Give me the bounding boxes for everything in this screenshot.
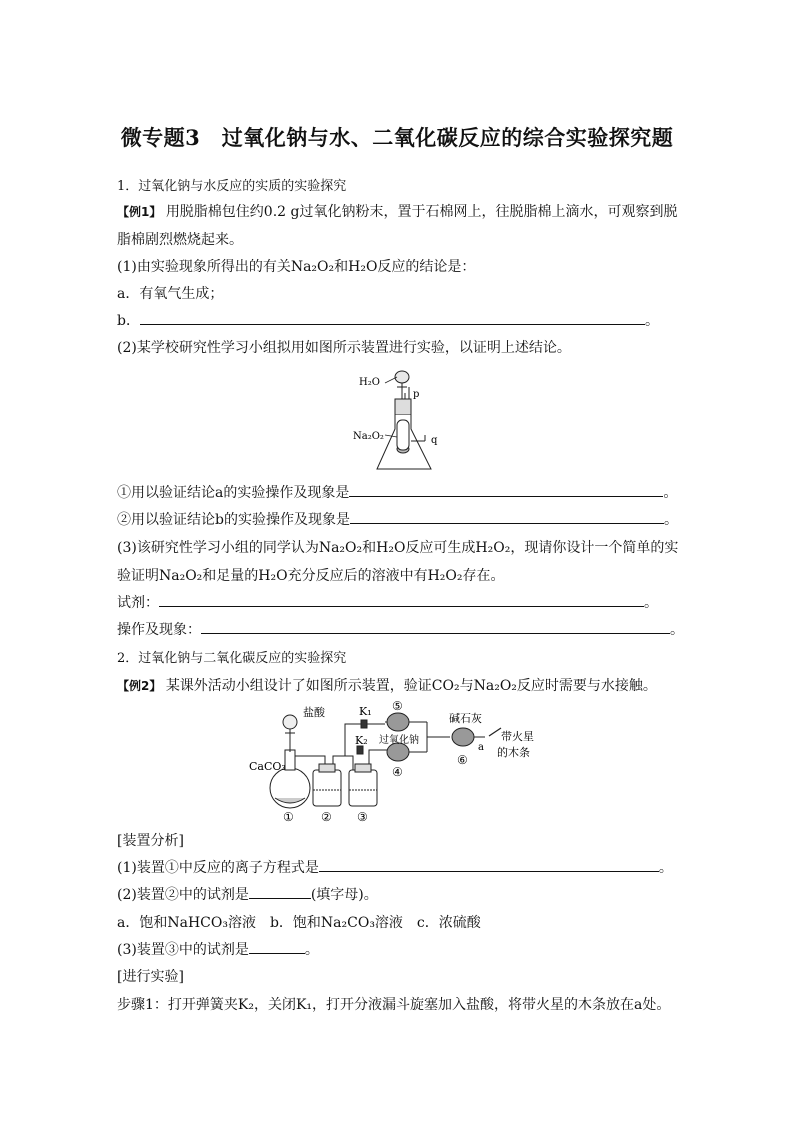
- label-caco3: CaCO₃: [249, 760, 286, 773]
- operation-line: [117, 619, 684, 639]
- label-p: p: [413, 389, 420, 400]
- end-mark: 。: [658, 860, 673, 876]
- analysis-heading: [装置分析]: [117, 833, 184, 849]
- example2-line: [117, 675, 657, 695]
- answer-blank-operation[interactable]: [201, 619, 670, 634]
- page-title: 微专题3 过氧化钠与水、二氧化碳反应的综合实验探究题: [120, 125, 674, 150]
- analysis-1-text: (1)装置①中反应的离子方程式是: [117, 860, 319, 876]
- label-q: q: [431, 435, 438, 446]
- reagent-line: [117, 592, 658, 612]
- label-splint-2: 的木条: [497, 746, 530, 759]
- end-mark: 。: [644, 313, 659, 329]
- analysis-1: [117, 857, 673, 877]
- example1-text-2: 脂棉剧烈燃烧起来。: [117, 232, 243, 248]
- label-hcl: 盐酸: [303, 706, 325, 719]
- dropping-funnel-bulb: [395, 371, 409, 383]
- answer-blank-a1[interactable]: [319, 857, 659, 872]
- section1-heading: 1．过氧化钠与水反应的实质的实验探究: [117, 179, 347, 194]
- label-n4: ④: [392, 765, 403, 779]
- step-1: 步骤1：打开弹簧夹K₂，关闭K₁，打开分液漏斗旋塞加入盐酸，将带火星的木条放在a处。: [117, 997, 671, 1013]
- label-n5: ⑤: [392, 700, 403, 713]
- question-2a-text: ①用以验证结论a的实验操作及现象是: [117, 485, 350, 501]
- operation-label: 操作及现象：: [117, 622, 201, 638]
- example2-tag: 【例2】: [117, 679, 162, 693]
- question-1b: [117, 310, 659, 330]
- question-3-line1: (3)该研究性学习小组的同学认为Na₂O₂和H₂O反应可生成H₂O₂，现请你设计一个简单的实: [117, 540, 679, 556]
- stopper: [395, 399, 411, 415]
- label-k1: K₁: [359, 705, 372, 718]
- label-n1: ①: [283, 810, 294, 824]
- example1-tag: 【例1】: [117, 205, 162, 219]
- question-2a: [117, 482, 677, 502]
- glowing-splint: [489, 728, 501, 736]
- example1-text-1: 用脱脂棉包住约0.2 g过氧化钠粉末，置于石棉网上，往脱脂棉上滴水，可观察到脱: [165, 204, 678, 220]
- analysis-2-suffix: (填字母)。: [310, 887, 378, 903]
- label-n2: ②: [321, 810, 332, 824]
- figure-2-apparatus: [245, 700, 535, 825]
- end-mark: 。: [663, 512, 678, 528]
- section2-heading: 2．过氧化钠与二氧化碳反应的实验探究: [117, 651, 347, 666]
- label-h2o: H₂O: [359, 377, 380, 388]
- question-2b-text: ②用以验证结论b的实验操作及现象是: [117, 512, 350, 528]
- analysis-3-text: (3)装置③中的试剂是: [117, 942, 249, 958]
- question-1b-prefix: b．: [117, 313, 140, 329]
- analysis-2: [117, 884, 378, 904]
- experiment-heading: [进行实验]: [117, 969, 184, 985]
- analysis-2-text: (2)装置②中的试剂是: [117, 887, 249, 903]
- question-2b: [117, 509, 678, 529]
- answer-blank-a3[interactable]: [249, 939, 305, 954]
- end-mark: 。: [644, 595, 658, 611]
- options-line: a．饱和NaHCO₃溶液 b．饱和Na₂CO₃溶液 c．浓硫酸: [117, 915, 481, 931]
- end-mark: 。: [663, 485, 678, 501]
- answer-blank-1b[interactable]: [140, 310, 645, 325]
- end-mark: 。: [304, 942, 319, 958]
- label-na2o2: 过氧化钠: [379, 735, 419, 746]
- question-1: (1)由实验现象所得出的有关Na₂O₂和H₂O反应的结论是：: [117, 259, 476, 275]
- analysis-3: [117, 939, 319, 959]
- question-3-line2: 验证明Na₂O₂和足量的H₂O充分反应后的溶液中有H₂O₂存在。: [117, 568, 505, 584]
- reagent-label: 试剂：: [117, 595, 159, 611]
- label-k2: K₂: [355, 734, 368, 747]
- answer-blank-2b[interactable]: [350, 509, 664, 524]
- question-2: (2)某学校研究性学习小组拟用如图所示装置进行实验，以证明上述结论。: [117, 340, 571, 356]
- tube-6-soda-lime: [452, 728, 474, 746]
- bottle-3: [349, 770, 377, 806]
- answer-blank-2a[interactable]: [349, 482, 663, 497]
- label-splint-1: 带火星: [501, 730, 534, 743]
- label-n3: ③: [357, 810, 368, 824]
- end-mark: 。: [670, 622, 684, 638]
- label-a: a: [478, 742, 484, 753]
- example2-text: 某课外活动小组设计了如图所示装置，验证CO₂与Na₂O₂反应时需要与水接触。: [165, 678, 657, 694]
- example1-line1: [117, 201, 678, 221]
- tube-5: [387, 713, 409, 731]
- label-n6: ⑥: [457, 753, 468, 767]
- question-1a: a．有氧气生成；: [117, 286, 224, 302]
- separatory-funnel: [283, 715, 297, 729]
- label-soda-lime: 碱石灰: [449, 712, 482, 725]
- figure-1-apparatus: [345, 365, 455, 477]
- answer-blank-reagent[interactable]: [159, 592, 644, 607]
- answer-blank-a2[interactable]: [249, 884, 311, 899]
- label-na2o2: Na₂O₂: [353, 431, 384, 442]
- bottle-2: [313, 770, 341, 806]
